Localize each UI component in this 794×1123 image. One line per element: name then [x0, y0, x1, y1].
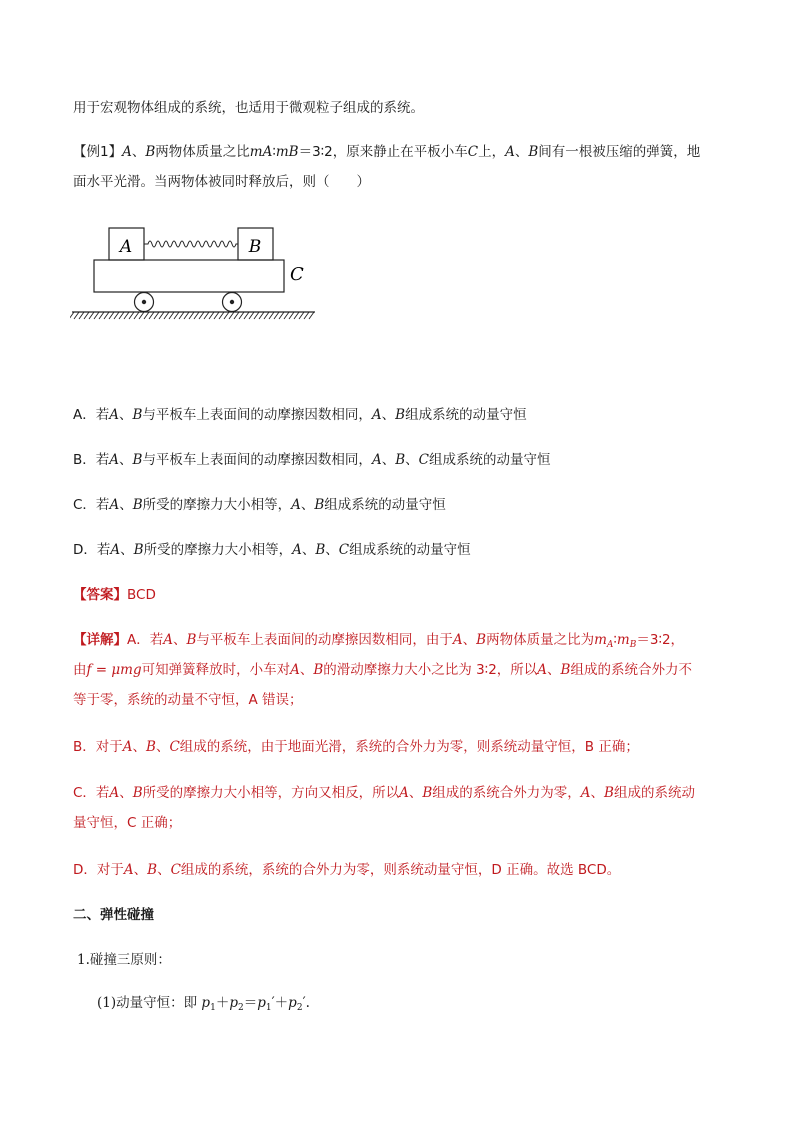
hatch-mark — [254, 312, 259, 319]
hatch-mark — [229, 312, 234, 319]
hatch-mark — [169, 312, 174, 319]
hatch-mark — [309, 312, 314, 319]
option-a: A．若A、B与平板车上表面间的动摩擦因数相同，A、B组成系统的动量守恒 — [73, 407, 527, 423]
option-c: C．若A、B所受的摩擦力大小相等，A、B组成系统的动量守恒 — [73, 497, 446, 513]
example-tag: 【例1】 — [73, 144, 123, 160]
cart-body — [94, 260, 284, 292]
hatch-mark — [139, 312, 144, 319]
hatch-mark — [234, 312, 239, 319]
hatch-mark — [99, 312, 104, 319]
hatch-mark — [299, 312, 304, 319]
hatch-mark — [174, 312, 179, 319]
hatch-mark — [224, 312, 229, 319]
detail-line-4: B．对于A、B、C组成的系统，由于地面光滑，系统的合外力为零，则系统动量守恒，B 正确； — [73, 739, 639, 755]
hatch-mark — [209, 312, 214, 319]
example-question-line-2: 面水平光滑。当两物体被同时释放后，则（ ） — [73, 174, 370, 190]
hatch-mark — [159, 312, 164, 319]
hatch-mark — [79, 312, 84, 319]
hatch-mark — [289, 312, 294, 319]
hatch-mark — [164, 312, 169, 319]
spring — [144, 241, 238, 247]
detail-line-5: C．若A、B所受的摩擦力大小相等，方向又相反，所以A、B组成的系统合外力为零，A、B组成的系统动 — [73, 785, 695, 801]
hatch-mark — [194, 312, 199, 319]
cart-spring-figure — [70, 222, 320, 327]
hatch-mark — [89, 312, 94, 319]
hatch-mark — [279, 312, 284, 319]
hatch-mark — [284, 312, 289, 319]
hatch-mark — [269, 312, 274, 319]
momentum-conservation-item: (1)动量守恒：即 $p_1+p_2=p_1'+p_2'$. — [97, 995, 310, 1013]
ground-hatching — [70, 312, 314, 319]
hatch-mark — [134, 312, 139, 319]
detail-line-2: 由f = μmg可知弹簧释放时，小车对A、B的滑动摩擦力大小之比为 3∶2，所以A、B组成的系统合外力不 — [73, 662, 692, 678]
intro-text: 用于宏观物体组成的系统，也适用于微观粒子组成的系统。 — [73, 100, 424, 116]
option-d: D．若A、B所受的摩擦力大小相等，A、B、C组成系统的动量守恒 — [73, 542, 471, 558]
hatch-mark — [199, 312, 204, 319]
principles-item: 1.碰撞三原则： — [77, 952, 171, 968]
hatch-mark — [184, 312, 189, 319]
block-b-label: B — [248, 237, 262, 257]
detail-line-6: 量守恒，C 正确； — [73, 815, 182, 831]
hatch-mark — [179, 312, 184, 319]
answer-value: BCD — [127, 587, 156, 603]
answer-tag: 【答案】 — [73, 587, 127, 603]
hatch-mark — [244, 312, 249, 319]
hatch-mark — [144, 312, 149, 319]
hatch-mark — [104, 312, 109, 319]
hatch-mark — [114, 312, 119, 319]
detail-line-3: 等于零，系统的动量不守恒，A 错误； — [73, 692, 303, 708]
hatch-mark — [154, 312, 159, 319]
hatch-mark — [119, 312, 124, 319]
hatch-mark — [74, 312, 79, 319]
hatch-mark — [294, 312, 299, 319]
example-question-line-1: 【例1】A、B两物体质量之比mA∶mB＝3∶2，原来静止在平板小车C上，A、B间有一根被压缩的弹簧，地 — [73, 144, 701, 160]
hatch-mark — [149, 312, 154, 319]
hatch-mark — [189, 312, 194, 319]
answer — [73, 585, 156, 605]
block-a-label: A — [119, 237, 133, 257]
hatch-mark — [304, 312, 309, 319]
hatch-mark — [239, 312, 244, 319]
hatch-mark — [124, 312, 129, 319]
hatch-mark — [219, 312, 224, 319]
section-heading: 二、弹性碰撞 — [73, 907, 154, 923]
cart-label: C — [290, 264, 304, 285]
hatch-mark — [129, 312, 134, 319]
axle-right — [230, 300, 234, 304]
hatch-mark — [214, 312, 219, 319]
hatch-mark — [70, 312, 74, 319]
hatch-mark — [94, 312, 99, 319]
detail-tag: 【详解】 — [73, 632, 127, 648]
option-b: B．若A、B与平板车上表面间的动摩擦因数相同，A、B、C组成系统的动量守恒 — [73, 452, 551, 468]
hatch-mark — [274, 312, 279, 319]
hatch-mark — [109, 312, 114, 319]
hatch-mark — [249, 312, 254, 319]
detail-line-7: D．对于A、B、C组成的系统，系统的合外力为零，则系统动量守恒，D 正确。故选 BCD。 — [73, 862, 621, 878]
hatch-mark — [259, 312, 264, 319]
hatch-mark — [264, 312, 269, 319]
axle-left — [142, 300, 146, 304]
hatch-mark — [84, 312, 89, 319]
detail-line-1: 【详解】A．若A、B与平板车上表面间的动摩擦因数相同，由于A、B两物体质量之比为$m_A∶m_B=3∶2$， — [73, 632, 685, 650]
hatch-mark — [204, 312, 209, 319]
